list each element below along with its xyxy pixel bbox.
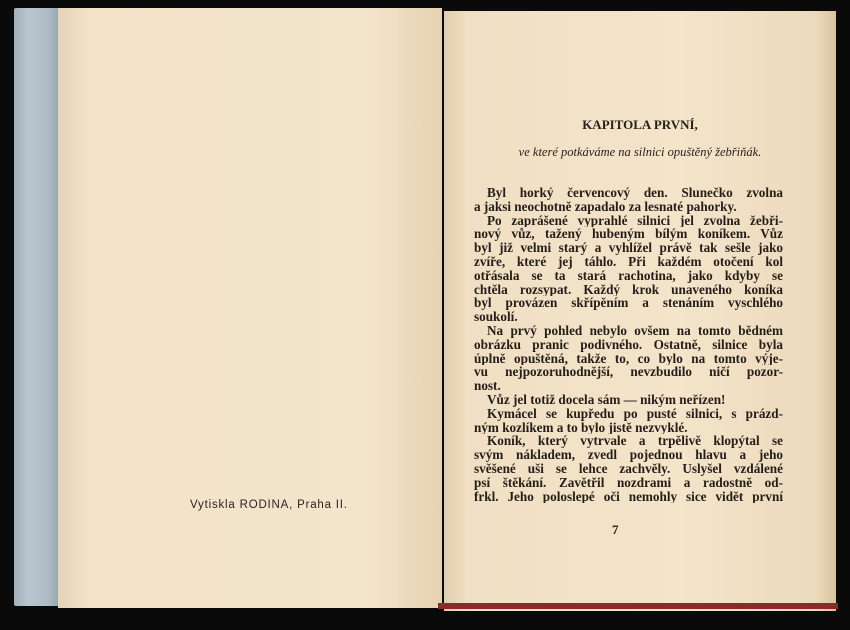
text-line: Na prvý pohled nebylo ovšem na tomto bědném	[487, 323, 783, 338]
text-line: soukolí.	[474, 310, 518, 324]
text-line: psí štěkání. Zavětřil nozdrami a radostně od-	[474, 475, 783, 490]
text-line: nost.	[474, 379, 501, 393]
text-line: svým nákladem, zvedl pojednou hlavu a jeho	[474, 448, 783, 462]
text-line: úplně opuštěná, takže to, co bylo na tomto výje-	[474, 351, 783, 366]
text-line: svěšené uši se lehce zachvěly. Uslyšel vzdálené	[474, 461, 783, 476]
text-line: chtěla rozsypat. Každý krok unaveného koníka	[474, 282, 783, 297]
text-line: Po zaprášené vyprahlé silnici jel zvolna žebři-	[487, 213, 783, 228]
book-spine	[14, 8, 62, 606]
text-line: otřásala se ta stará rachotina, jako kdyby se	[474, 268, 783, 283]
text-line: Byl horký červencový den. Slunečko zvolna	[487, 186, 783, 200]
text-line: zvíře, které jej táhlo. Při každém otočení kol	[474, 254, 783, 269]
text-line: Vůz jel totiž docela sám — nikým neřízen!	[487, 392, 726, 407]
text-line: byl již velmi starý a vyhlížel právě tak sešle jako	[474, 241, 783, 255]
printer-imprint: Vytiskla RODINA, Praha II.	[190, 499, 348, 511]
text-line: a jaksi neochotně zapadalo za lesnaté pahorky.	[474, 199, 737, 214]
body-text	[474, 186, 783, 503]
text-line: obrázku pranic podivného. Ostatně, silnice byla	[474, 337, 783, 352]
chapter-subtitle: ve které potkáváme na silnici opuštěný žebřiňák.	[518, 145, 762, 159]
page-number: 7	[612, 522, 619, 537]
text-line: vu nejpozoruhodnější, nevzbudilo ničí pozor-	[474, 365, 783, 380]
left-page	[58, 8, 442, 608]
text-line: Kymácel se kupředu po pusté silnici, s prázd-	[487, 406, 783, 421]
text-line: ným kozlíkem a to bylo jistě nezvyklé.	[474, 420, 688, 435]
book-edge	[438, 603, 838, 609]
text-line: nový vůz, tažený hubeným bílým koníkem. Vůz	[474, 227, 783, 242]
chapter-title: KAPITOLA PRVNÍ,	[582, 117, 698, 132]
text-line: frkl. Jeho poloslepé oči nemohly sice vidět první	[474, 489, 783, 504]
text-line: byl provázen skřípěním a stenáním vyschlého	[474, 296, 783, 311]
text-line: Koník, který vytrvale a trpělivě klopýtal se	[487, 434, 783, 449]
